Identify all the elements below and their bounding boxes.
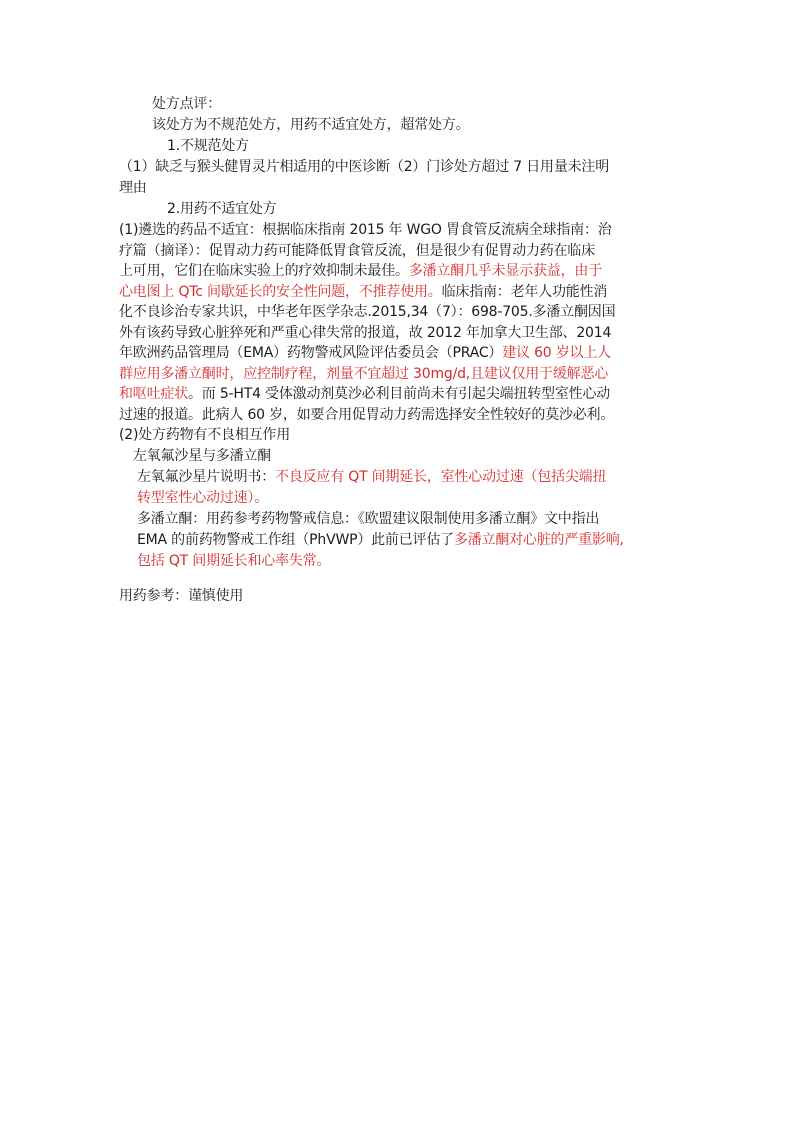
section1-line2: 理由	[119, 180, 147, 196]
levofloxacin-highlight2: 转型室性心动过速）。	[137, 490, 268, 506]
prescription-review-document	[119, 94, 689, 607]
review-heading: 处方点评：	[152, 96, 221, 112]
item1-line6: 外有该药导致心脏猝死和严重心律失常的报道，故 2012 年加拿大卫生部、2014	[119, 324, 612, 341]
item1-line7	[119, 343, 689, 364]
item1-line3	[119, 261, 689, 282]
domperidone-line1: 多潘立酮：用药参考药物警戒信息：《欧盟建议限制使用多潘立酮》文中指出	[137, 511, 600, 527]
item1-line9-text: 。而 5-HT4 受体激动剂莫沙必利目前尚未有引起尖端扭转型室性心动	[188, 386, 611, 402]
domperidone-line2-text: EMA 的前药物警戒工作组（PhVWP）此前已评估了	[137, 532, 454, 548]
item1-line3-highlight: 多潘立酮几乎未显示获益，由于	[408, 263, 603, 279]
item1-line9-highlight: 和呕吐症状	[119, 386, 188, 402]
section2-item2-title: (2)处方药物有不良相互作用	[119, 427, 291, 443]
item1-line7-highlight: 建议 60 岁以上人	[502, 345, 611, 361]
medication-reference: 用药参考：谨慎使用	[119, 588, 244, 604]
review-summary: 该处方为不规范处方，用药不适宜处方，超常处方。	[152, 117, 470, 133]
drug-pair-label: 左氧氟沙星与多潘立酮	[133, 448, 271, 464]
item1-line9	[119, 384, 689, 405]
domperidone-highlight2: 包括 QT 间期延长和心率失常。	[137, 553, 331, 569]
item1-line4-highlight: 心电图上 QTc 间歇延长的安全性问题，不推荐使用。	[119, 283, 442, 300]
item1-line8-highlight: 群应用多潘立酮时，应控制疗程，剂量不宜超过 30mg/d,且建议仅用于缓解恶心	[119, 365, 609, 382]
item1-line4-text: 临床指南：老年人功能性消	[441, 283, 608, 300]
section2-title: 2.用药不适宜处方	[167, 201, 277, 217]
section1-title: 1.不规范处方	[167, 138, 249, 154]
levofloxacin-highlight1: 不良反应有 QT 间期延长，室性心动过速（包括尖端扭	[275, 469, 607, 485]
item1-line5: 化不良诊治专家共识，中华老年医学杂志.2015,34（7）：698-705.多潘立酮因国	[119, 304, 616, 320]
item1-line2: 疗篇（摘译）：促胃动力药可能降低胃食管反流，但是很少有促胃动力药在临床	[119, 242, 595, 259]
spacer	[119, 572, 689, 586]
item1-line10: 过速的报道。此病人 60 岁，如要合用促胃动力药需选择安全性较好的莫沙必利。	[119, 406, 615, 423]
item1-line4	[119, 282, 689, 303]
levofloxacin-line1	[119, 467, 689, 488]
item1-line1: (1)遴选的药品不适宜：根据临床指南 2015 年 WGO 胃食管反流病全球指南：治	[119, 222, 612, 238]
section2-item1-paragraph	[119, 220, 689, 425]
section1-line1: （1）缺乏与猴头健胃灵片相适用的中医诊断（2）门诊处方超过 7 日用量未注明	[119, 159, 610, 175]
domperidone-highlight1: 多潘立酮对心脏的严重影响,	[453, 532, 624, 548]
item1-line3-text: 上可用，它们在临床实验上的疗效抑制未最佳。	[119, 263, 409, 279]
domperidone-line2	[119, 530, 689, 551]
levofloxacin-label: 左氧氟沙星片说明书：	[137, 469, 275, 485]
item1-line7-text: 年欧洲药品管理局（EMA）药物警戒风险评估委员会（PRAC）	[119, 345, 503, 361]
